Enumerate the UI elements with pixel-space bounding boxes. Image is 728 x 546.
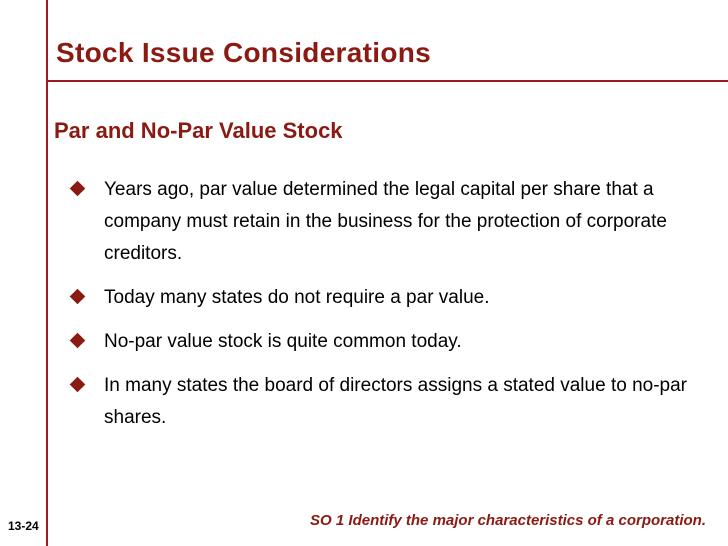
- diamond-bullet-icon: [70, 333, 86, 349]
- diamond-bullet-icon: [70, 289, 86, 305]
- bullet-text: No-par value stock is quite common today.: [104, 331, 462, 352]
- page-number: 13-24: [8, 519, 39, 533]
- title-underline-rule: [46, 80, 728, 82]
- bullet-item: [70, 174, 700, 270]
- bullet-item: [70, 370, 700, 434]
- bullet-item: [70, 282, 700, 314]
- slide-subtitle: Par and No-Par Value Stock: [54, 118, 343, 143]
- study-objective-footer: SO 1 Identify the major characteristics of a corporation.: [310, 512, 706, 529]
- slide-title: Stock Issue Considerations: [56, 37, 432, 68]
- bullet-item: [70, 326, 700, 358]
- bullet-text: Today many states do not require a par value.: [104, 287, 490, 308]
- bullet-text: Years ago, par value determined the legal capital per share that a company must retain in the business for the protection of corporate creditors.: [104, 179, 667, 264]
- bullet-text: In many states the board of directors assigns a stated value to no-par shares.: [104, 375, 687, 428]
- diamond-bullet-icon: [70, 377, 86, 393]
- diamond-bullet-icon: [70, 181, 86, 197]
- bullet-list: [70, 174, 700, 446]
